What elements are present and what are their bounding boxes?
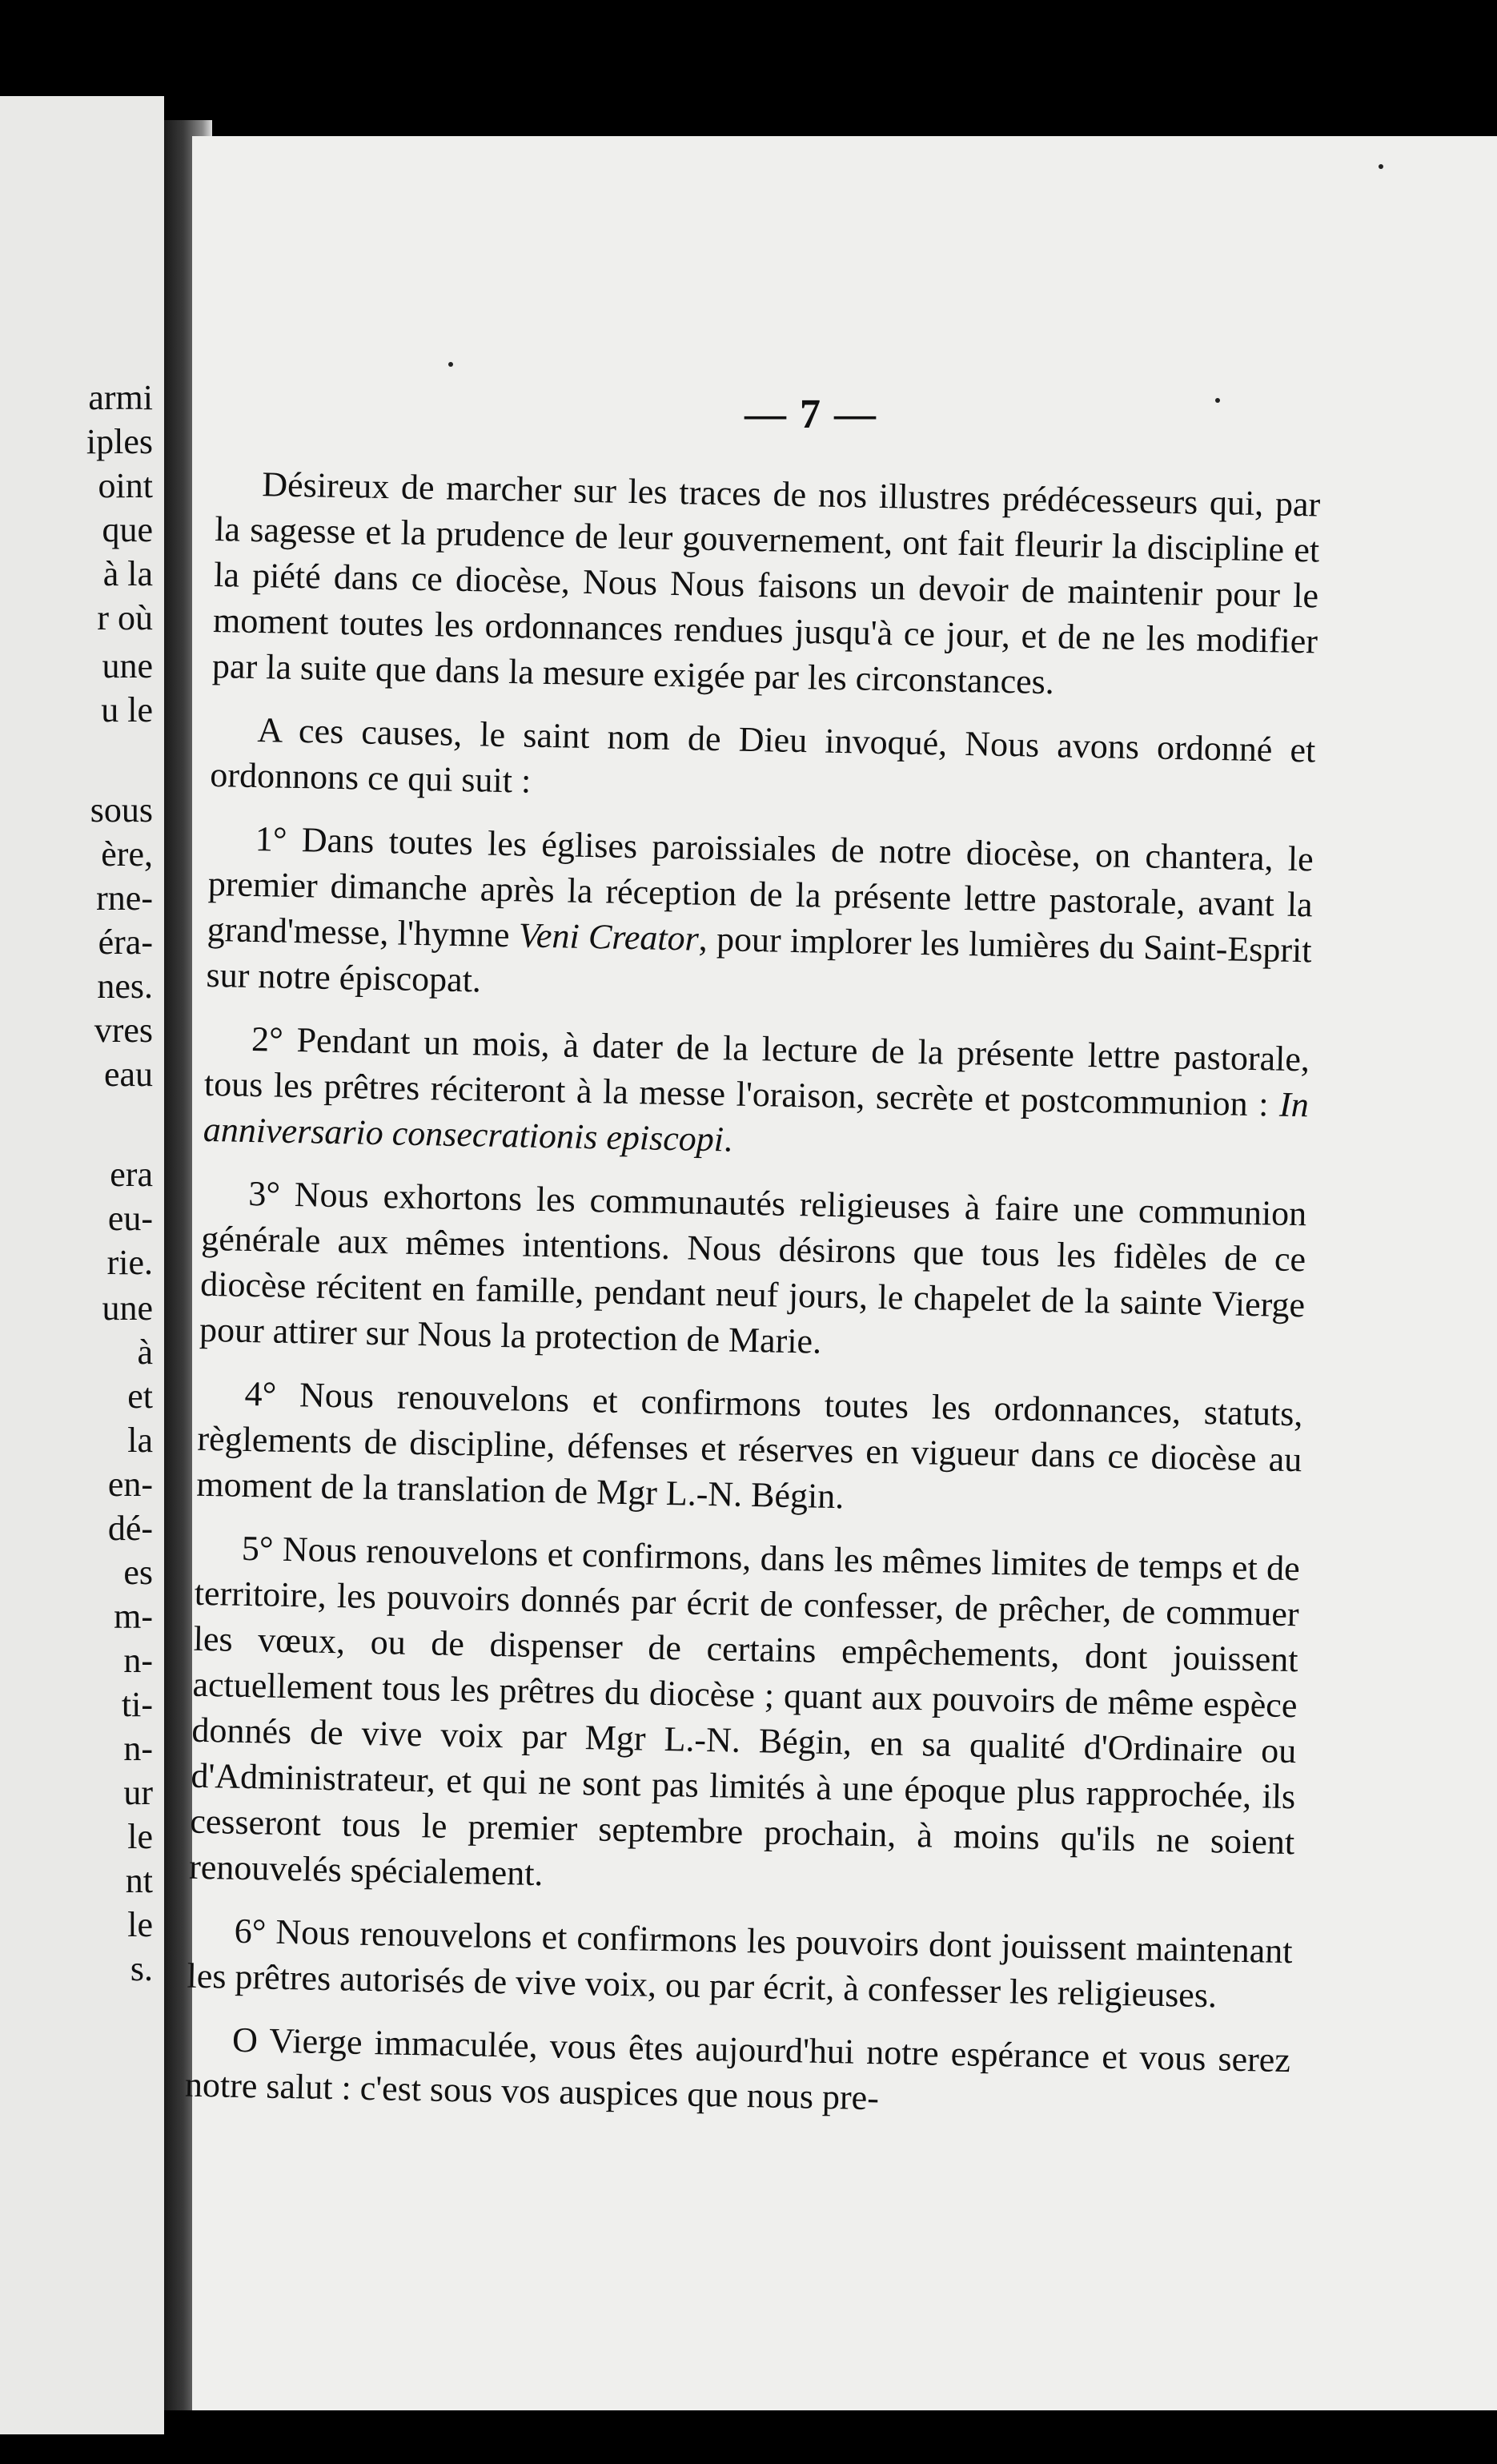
paragraph-article-2: 2° Pendant un mois, à dater de la lecture de la présente lettre pastorale, tous les prêtres réciteront à la messe l'oraison, secrète et postcommunion : In anniversario consecrationis episcopi. (203, 1019, 1310, 1160)
facing-page-line: es (123, 1553, 153, 1592)
facing-page-line: et (127, 1377, 153, 1416)
facing-page-line: une (102, 1288, 153, 1328)
page-number: — 7 — (744, 392, 877, 437)
paragraph-article-1: 1° Dans toutes les églises paroissiales de notre diocèse, on chantera, le premier dimanche après la réception de la présente lettre pastorale, avant la grand'messe, l'hymne Veni Creator, pour implorer les lumières du Saint-Esprit sur notre épiscopat. (206, 819, 1314, 1000)
facing-page-line: à (137, 1332, 153, 1372)
paragraph-ordinance-intro: A ces causes, le saint nom de Dieu invoqué, Nous avons ordonné et ordonnons ce qui suit : (209, 710, 1316, 801)
facing-page-line: la (127, 1421, 153, 1460)
paragraph-preamble: Désireux de marcher sur les traces de nos illustres prédécesseurs qui, par la sagesse et la prudence de leur gouvernement, ont fait fleurir la discipline et la piété dans ce diocèse, Nous Nous faisons un devoir de maintenir pour le moment toutes les ordonnances rendues jusqu'à ce jour, et de ne les modifier par la suite que dans la mesure exigée par les circonstances. (211, 464, 1321, 702)
facing-page-line: armi (88, 378, 153, 417)
facing-page-line: eau (103, 1055, 153, 1094)
paragraph-article-3: 3° Nous exhortons les communautés religieuses à faire une communion générale aux mêmes intentions. Nous désirons que tous les fidèles de ce diocèse récitent en famille, pendant neuf jours, le chapelet de la sainte Vierge pour attirer sur Nous la protection de Marie. (199, 1173, 1307, 1361)
facing-page-line: nt (125, 1861, 153, 1900)
facing-page (0, 96, 164, 2434)
facing-page-line: oint (98, 466, 153, 505)
facing-page-line: rie. (106, 1243, 153, 1282)
facing-page-line: sous (90, 790, 153, 830)
facing-page-line: éra- (98, 922, 153, 962)
facing-page-line: dé- (107, 1509, 153, 1548)
facing-page-line: le (127, 1905, 153, 1944)
facing-page-line: m- (114, 1597, 153, 1636)
facing-page-line: iples (86, 422, 153, 461)
facing-page-line: era (110, 1155, 153, 1194)
facing-page-line: une (102, 646, 153, 685)
facing-page-line: eu- (107, 1199, 153, 1238)
facing-page-line: à la (102, 554, 153, 593)
paragraph-article-6: 6° Nous renouvelons et confirmons les pouvoirs dont jouissent maintenant les prêtres autorisés de vive voix, ou par écrit, à confesser les religieuses. (187, 1911, 1293, 2016)
facing-page-line: nes. (97, 967, 153, 1006)
page-body (184, 460, 1321, 2146)
facing-page-line: ère, (101, 834, 153, 874)
ink-speck (1379, 164, 1383, 169)
facing-page-line: que (102, 510, 153, 549)
ink-speck (448, 362, 453, 367)
facing-page-line: vres (94, 1011, 153, 1050)
paragraph-article-5: 5° Nous renouvelons et confirmons, dans les mêmes limites de temps et de territoire, les pouvoirs donnés par écrit de confesser, de prêcher, de commuer les vœux, ou de dispenser de certains empêchements, dont jouissent actuellement tous les prêtres du diocèse ; quant aux pouvoirs de même espèce donnés de vive voix par Mgr L.-N. Bégin, en sa qualité d'Ordinaire ou d'Administrateur, et qui ne sont pas limités à une époque plus rapprochée, ils cesseront tous le premier septembre prochain, à moins qu'ils ne soient renouvelés spécialement. (188, 1528, 1301, 1894)
facing-page-line: rne- (96, 878, 153, 918)
paragraph-article-4: 4° Nous renouvelons et confirmons toutes les ordonnances, statuts, règlements de discipline, défenses et réserves en vigueur dans ce diocèse au moment de la translation de Mgr L.-N. Bégin. (195, 1373, 1303, 1517)
facing-page-line: le (127, 1817, 153, 1856)
facing-page-line: s. (130, 1949, 153, 1988)
latin-phrase: Veni Creator (518, 915, 700, 959)
facing-page-line: u le (101, 690, 153, 730)
facing-page-line: n- (123, 1729, 153, 1768)
facing-page-line: n- (123, 1641, 153, 1680)
facing-page-line: ur (123, 1773, 153, 1812)
facing-page-line: en- (107, 1465, 153, 1504)
facing-page-line: r où (97, 598, 153, 637)
paragraph-prayer: O Vierge immaculée, vous êtes aujourd'hui notre espérance et vous serez notre salut : c'est sous vos auspices que nous pre- (184, 2020, 1291, 2118)
latin-phrase: In anniversario consecrationis episcopi (203, 1084, 1310, 1160)
facing-page-line: ti- (121, 1685, 153, 1724)
ink-speck (1215, 398, 1220, 403)
